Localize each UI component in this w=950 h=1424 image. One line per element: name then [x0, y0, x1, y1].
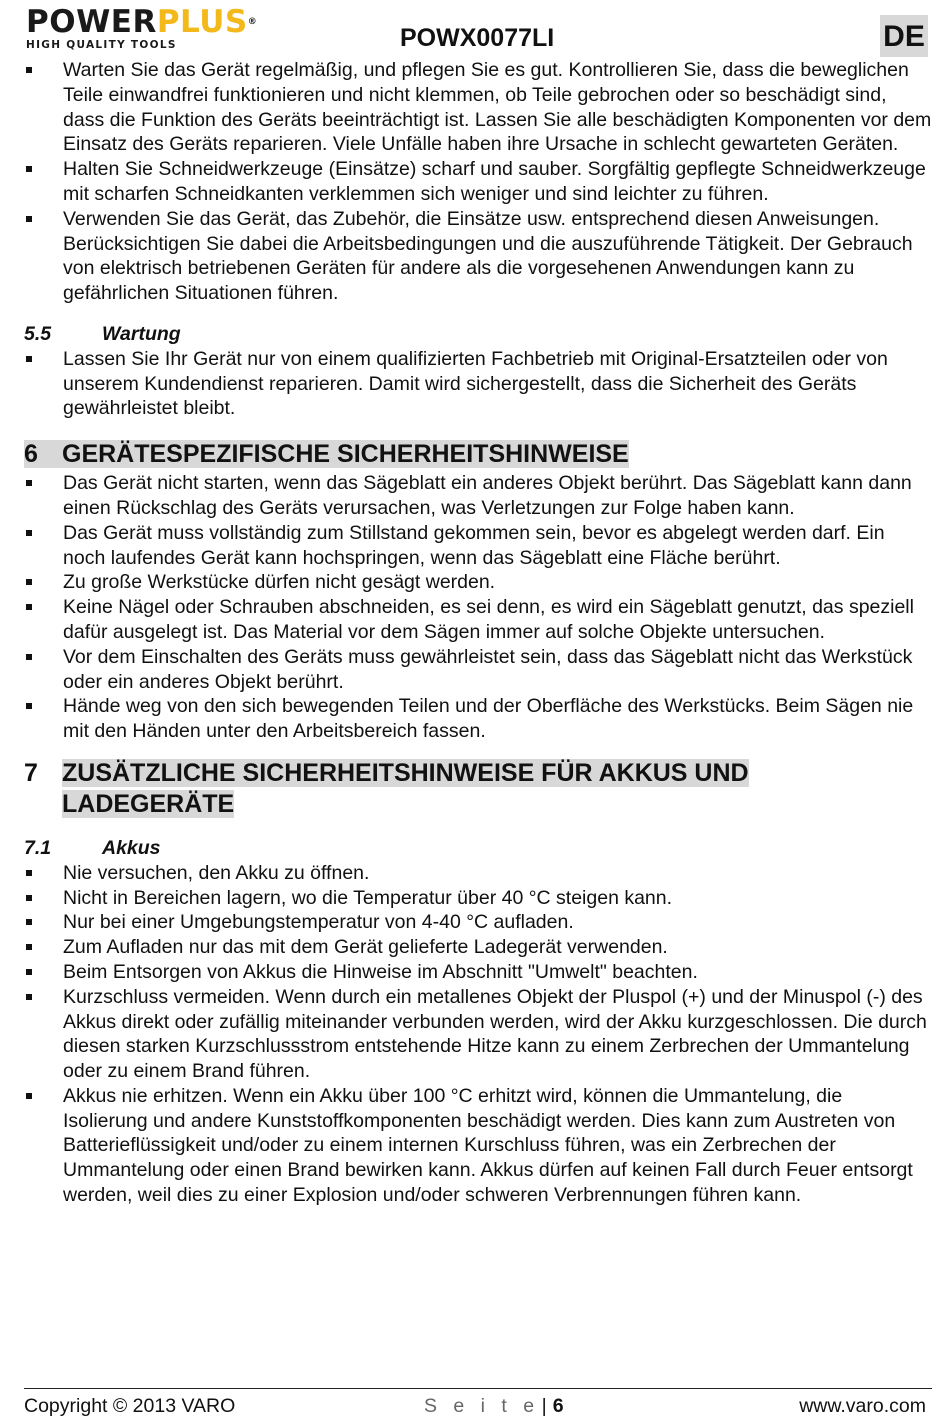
- section-title-block: [62, 758, 749, 820]
- logo-tagline: HIGH QUALITY TOOLS: [26, 39, 177, 51]
- logo-wordmark: [26, 6, 286, 38]
- section-title: GERÄTESPEZIFISCHE SICHERHEITSHINWEISE: [62, 440, 629, 469]
- footer-website[interactable]: www.varo.com: [799, 1395, 926, 1417]
- section-heading-6: [24, 439, 932, 470]
- list-item: Nie versuchen, den Akku zu öffnen.: [24, 861, 932, 886]
- section-title-line-1: ZUSÄTZLICHE SICHERHEITSHINWEISE FÜR AKKUS UND: [62, 758, 749, 787]
- list-item: Halten Sie Schneidwerkzeuge (Einsätze) scharf und sauber. Sorgfältig gepflegte Schneidwerkzeuge mit scharfen Schneidkanten verklemmen sich weniger und sind leichter zu führen.: [24, 157, 932, 207]
- page-separator: |: [541, 1395, 547, 1417]
- list-item: Kurzschluss vermeiden. Wenn durch ein metallenes Objekt der Pluspol (+) und der Minuspol (-) des Akkus direkt oder zufällig miteinander verbunden werden, wird der Akku kurzgeschlossen. Die durch diesen starken Kurzschlussstrom entstehende Hitze kann zu einem Zerbrechen der Ummantelung oder zu einem Brand führen.: [24, 985, 932, 1084]
- logo-part-power: POWER: [26, 4, 157, 40]
- list-item: Nicht in Bereichen lagern, wo die Temperatur über 40 °C steigen kann.: [24, 886, 932, 911]
- list-item: Hände weg von den sich bewegenden Teilen und der Oberfläche des Werkstücks. Beim Sägen nie mit den Händen unter den Arbeitsbereich fassen.: [24, 694, 932, 744]
- section-title: Wartung: [102, 322, 181, 345]
- section-title-line-2: LADEGERÄTE: [62, 789, 235, 818]
- section-number: 7: [24, 758, 38, 787]
- list-item: Keine Nägel oder Schrauben abschneiden, es sei denn, es wird ein Sägeblatt genutzt, das speziell dafür ausgelegt ist. Das Material vor dem Sägen immer auf solche Objekte untersuchen.: [24, 595, 932, 645]
- page-number: 6: [552, 1395, 564, 1417]
- intro-bullet-list: [24, 58, 932, 306]
- footer-copyright: Copyright © 2013 VARO: [24, 1395, 236, 1417]
- list-item: Das Gerät nicht starten, wenn das Sägeblatt ein anderes Objekt berührt. Das Sägeblatt kann dann einen Rückschlag des Geräts verursachen, was Verletzungen zur Folge haben kann.: [24, 471, 932, 521]
- list-item: Zu große Werkstücke dürfen nicht gesägt werden.: [24, 570, 932, 595]
- model-number: POWX0077LI: [400, 24, 555, 52]
- section-heading-highlight: [24, 440, 629, 468]
- section-7-1-bullet-list: [24, 861, 932, 1208]
- section-heading-7: [24, 758, 932, 820]
- list-item: Lassen Sie Ihr Gerät nur von einem qualifizierten Fachbetrieb mit Original-Ersatzteilen oder von unserem Kundendienst reparieren. Damit wird sichergestellt, dass die Sicherheit des Geräts gewährleistet bleibt.: [24, 347, 932, 421]
- brand-logo: [26, 6, 286, 52]
- section-6-bullet-list: [24, 471, 932, 744]
- section-number: 5.5: [24, 322, 52, 345]
- section-heading-7-1: [24, 836, 932, 861]
- list-item: Vor dem Einschalten des Geräts muss gewährleistet sein, dass das Sägeblatt nicht das Werkstück oder ein anderes Objekt berührt.: [24, 645, 932, 695]
- list-item: Das Gerät muss vollständig zum Stillstand gekommen sein, bevor es abgelegt werden darf. Ein noch laufendes Gerät kann hochspringen, wenn das Sägeblatt eine Fläche berührt.: [24, 521, 932, 571]
- list-item: Zum Aufladen nur das mit dem Gerät gelieferte Ladegerät verwenden.: [24, 935, 932, 960]
- list-item: Beim Entsorgen von Akkus die Hinweise im Abschnitt "Umwelt" beachten.: [24, 960, 932, 985]
- language-badge: DE: [880, 15, 928, 57]
- list-item: Warten Sie das Gerät regelmäßig, und pflegen Sie es gut. Kontrollieren Sie, dass die beweglichen Teile einwandfrei funktionieren und nicht klemmen, ob Teile gebrochen oder so beschädigt sind, dass die Funktion des Geräts beeinträchtigt ist. Lassen Sie alle beschädigten Komponenten vor dem Einsatz des Geräts reparieren. Viele Unfälle haben ihre Ursache in schlecht gewarteten Geräten.: [24, 58, 932, 157]
- list-item: Nur bei einer Umgebungstemperatur von 4-40 °C aufladen.: [24, 910, 932, 935]
- footer-page-indicator: [424, 1394, 564, 1418]
- list-item: Verwenden Sie das Gerät, das Zubehör, die Einsätze usw. entsprechend diesen Anweisungen. Berücksichtigen Sie dabei die Arbeitsbedingungen und die auszuführende Tätigkeit. Der Gebrauch von elektrisch betriebenen Geräten für andere als die vorgesehenen Anwendungen kann zu gefährlichen Situationen führen.: [24, 207, 932, 306]
- list-item: Akkus nie erhitzen. Wenn ein Akku über 100 °C erhitzt wird, können die Ummantelung, die Isolierung und andere Kunststoffkomponenten beschädigt werden. Dies kann zum Austreten von Batterieflüssigkeit und/oder zu einem internen Kurschluss führen, was ein Zerbrechen der Ummantelung oder einen Brand bewirken kann. Akkus dürfen auf keinen Fall durch Feuer entsorgt werden, weil dies zu einer Explosion und/oder schweren Verbrennungen führen kann.: [24, 1084, 932, 1208]
- section-5-5-bullet-list: [24, 347, 932, 421]
- section-number: 7.1: [24, 836, 52, 859]
- footer-divider: [24, 1388, 932, 1389]
- section-number: 6: [24, 440, 38, 469]
- page-content: [24, 58, 932, 1208]
- section-heading-5-5: [24, 322, 932, 347]
- logo-registered-mark: ®: [247, 17, 258, 27]
- logo-part-plus: PLUS: [156, 4, 248, 40]
- section-title: Akkus: [102, 836, 161, 859]
- page-label: S e i t e: [424, 1395, 540, 1417]
